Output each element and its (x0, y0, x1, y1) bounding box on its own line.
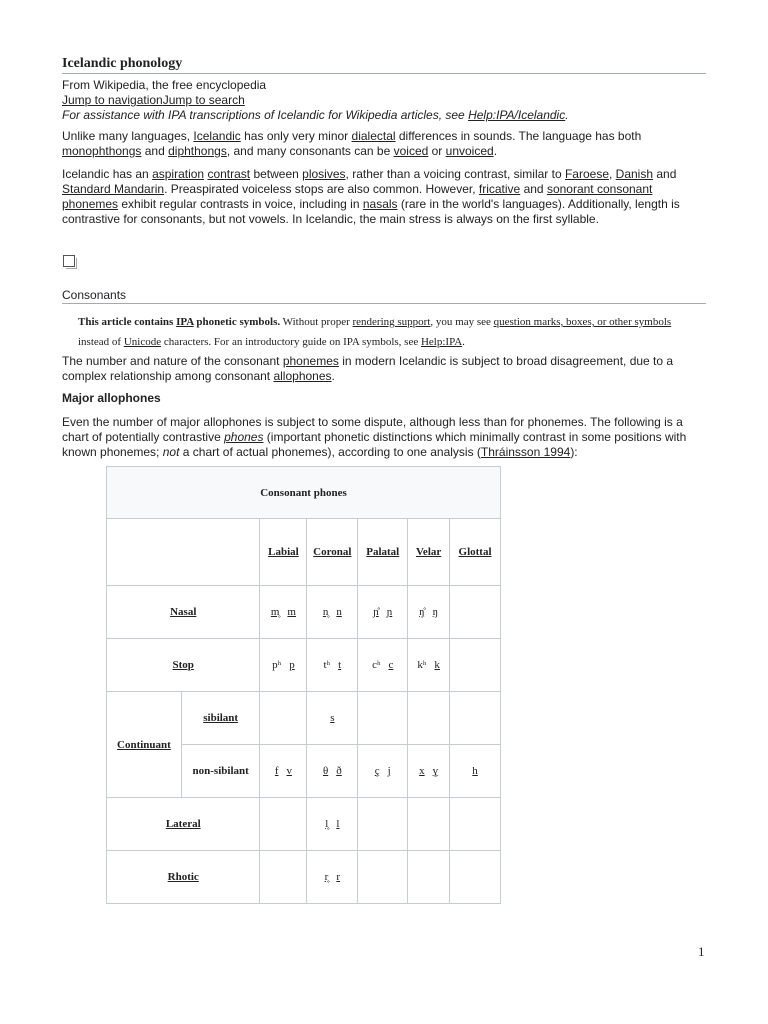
contrast-link[interactable]: contrast (207, 167, 251, 181)
phone[interactable]: l̥ (325, 818, 329, 830)
phone[interactable]: cʰ (372, 659, 381, 671)
text: Without proper (280, 316, 353, 328)
row-continuant-link[interactable]: Continuant (117, 738, 171, 751)
unvoiced-link[interactable]: unvoiced (445, 144, 494, 158)
empty-cell (450, 798, 501, 851)
text: between (250, 167, 303, 181)
phone[interactable]: ɣ (432, 765, 439, 777)
thrainsson-1994-link[interactable]: Thráinsson 1994 (480, 445, 571, 459)
rendering-support-link[interactable]: rendering support (352, 316, 431, 328)
phone[interactable]: m̥ (270, 606, 280, 618)
empty-cell (358, 798, 408, 851)
text: or (428, 144, 446, 158)
hatnote-end: . (565, 108, 569, 122)
phone[interactable]: ɲ̊ (373, 606, 379, 618)
danish-link[interactable]: Danish (615, 167, 654, 181)
ipa-notice (78, 312, 698, 352)
toc-toggle-checkbox[interactable] (63, 255, 75, 267)
phone[interactable]: ŋ̊ (419, 606, 425, 618)
text: Even the number of major allophones is subject to some dispute, although less than for phonemes. The following is a chart of potentially contrastive (62, 415, 683, 444)
phone[interactable]: t (338, 659, 342, 671)
phone[interactable]: n (336, 606, 342, 618)
phone[interactable]: ŋ (432, 606, 439, 618)
col-velar-link[interactable]: Velar (416, 546, 442, 558)
text: , (609, 167, 616, 181)
phone[interactable]: h (472, 765, 478, 777)
phone[interactable]: j (387, 765, 391, 777)
voiced-link[interactable]: voiced (393, 144, 429, 158)
hatnote (62, 108, 569, 122)
phone[interactable]: kʰ (417, 659, 427, 671)
nasals-link[interactable]: nasals (362, 197, 398, 211)
page-title: Icelandic phonology (62, 56, 706, 74)
col-palatal-link[interactable]: Palatal (366, 546, 400, 558)
text: This article contains (78, 316, 177, 328)
text: . (462, 336, 465, 348)
empty-cell (450, 692, 501, 745)
page-number: 1 (698, 944, 705, 959)
col-glottal-link[interactable]: Glottal (458, 546, 492, 558)
empty-cell (260, 851, 307, 904)
text: ): (570, 445, 578, 459)
phone[interactable]: m (287, 606, 296, 618)
monophthongs-link[interactable]: monophthongs (62, 144, 142, 158)
empty-cell (408, 798, 450, 851)
unicode-link[interactable]: Unicode (123, 336, 162, 348)
phone[interactable]: v (286, 765, 293, 777)
text: , rather than a voicing contrast, similar to (345, 167, 565, 181)
row-stop-link[interactable]: Stop (172, 659, 194, 671)
empty-cell (358, 851, 408, 904)
tagline: From Wikipedia, the free encyclopedia (62, 78, 267, 92)
text: exhibit regular contrasts in voice, including in (118, 197, 363, 211)
text: has only very minor (240, 129, 352, 143)
dialectal-link[interactable]: dialectal (351, 129, 396, 143)
phone[interactable]: s (330, 712, 335, 724)
phone[interactable]: x (419, 765, 425, 777)
phone[interactable]: p (289, 659, 295, 671)
row-rhotic-link[interactable]: Rhotic (167, 871, 199, 883)
icelandic-link[interactable]: Icelandic (193, 129, 241, 143)
table-row (107, 692, 501, 745)
diphthongs-link[interactable]: diphthongs (168, 144, 227, 158)
text: and (520, 182, 547, 196)
phone[interactable]: ç (374, 765, 380, 777)
phone[interactable]: k (434, 659, 440, 671)
empty-cell (408, 851, 450, 904)
empty-cell (260, 798, 307, 851)
table-row (107, 639, 501, 692)
phone[interactable]: r (336, 871, 340, 883)
section-heading-consonants: Consonants (62, 288, 706, 304)
jump-links (62, 93, 245, 107)
table-row (107, 586, 501, 639)
faroese-link[interactable]: Faroese (564, 167, 609, 181)
row-lateral-link[interactable]: Lateral (165, 818, 201, 830)
table-row (107, 851, 501, 904)
row-nonsibilant-label: non-sibilant (181, 745, 260, 798)
phonemes-link[interactable]: phonemes (282, 354, 339, 368)
phones-link[interactable]: phones (224, 430, 264, 444)
jump-to-navigation-link[interactable]: Jump to navigation (62, 93, 163, 107)
allophones-paragraph (62, 415, 706, 460)
phone[interactable]: tʰ (323, 659, 331, 671)
phone[interactable]: pʰ (272, 659, 282, 671)
phone[interactable]: r̥ (324, 871, 329, 883)
text: phonetic symbols. (193, 316, 281, 328)
intro-paragraph-2 (62, 167, 706, 227)
hatnote-text: For assistance with IPA transcriptions of Icelandic for Wikipedia articles, see (62, 108, 469, 122)
empty-cell (450, 851, 501, 904)
empty-cell (450, 586, 501, 639)
text: . (493, 144, 498, 158)
ipa-link[interactable]: IPA (176, 316, 194, 328)
phone[interactable]: l (336, 818, 340, 830)
table-row (107, 798, 501, 851)
table-corner (107, 519, 260, 586)
row-sibilant-link[interactable]: sibilant (203, 712, 239, 724)
text: and (141, 144, 169, 158)
text: differences in sounds. The language has both (395, 129, 642, 143)
intro-paragraph-1 (62, 129, 706, 159)
jump-to-search-link[interactable]: Jump to search (162, 93, 245, 107)
text: . (331, 369, 335, 383)
text: , you may see (430, 316, 494, 328)
phone[interactable]: f (274, 765, 279, 777)
consonant-phones-table (106, 466, 501, 904)
text: Unlike many languages, (62, 129, 194, 143)
phone[interactable]: ɲ (386, 606, 393, 618)
table-caption: Consonant phones (107, 467, 501, 519)
text: (important phonetic distinctions which minimally contrast in some positions with known phonemes; (62, 430, 687, 459)
phone[interactable]: c (388, 659, 394, 671)
sonorant-consonant-link[interactable]: sonorant consonant (546, 182, 653, 196)
plosives-link[interactable]: plosives (302, 167, 346, 181)
question-marks-link[interactable]: question marks, boxes, or other symbols (493, 316, 672, 328)
standard-mandarin-link[interactable]: Standard Mandarin (62, 182, 165, 196)
phone[interactable]: n̥ (322, 606, 329, 618)
fricative-link[interactable]: fricative (478, 182, 521, 196)
text: , and many consonants can be (226, 144, 394, 158)
allophones-link[interactable]: allophones (273, 369, 332, 383)
empty-cell (260, 692, 307, 745)
help-ipa-link[interactable]: Help:IPA (420, 336, 463, 348)
row-nasal-link[interactable]: Nasal (170, 606, 197, 618)
text: and (653, 167, 677, 181)
empty-cell (450, 639, 501, 692)
emphasis: not (162, 445, 180, 459)
text: The number and nature of the consonant (62, 354, 283, 368)
col-coronal-link[interactable]: Coronal (313, 546, 352, 558)
empty-cell (408, 692, 450, 745)
aspiration-link[interactable]: aspiration (152, 167, 205, 181)
text: . Preaspirated voiceless stops are also common. However, (164, 182, 479, 196)
phonemes-link[interactable]: phonemes (62, 197, 119, 211)
text: Icelandic has an (62, 167, 153, 181)
text: instead of (78, 336, 124, 348)
col-labial-link[interactable]: Labial (268, 546, 299, 558)
empty-cell (358, 692, 408, 745)
text: (rare in the world's languages). Additionally, length is contrastive for consonants, but not vowels. In Icelandic, the main stress is always on the first syllable. (62, 197, 680, 226)
subheading-major-allophones: Major allophones (62, 391, 161, 405)
text: in modern Icelandic is subject to broad disagreement, due to a complex relationship among consonant (62, 354, 674, 383)
help-ipa-icelandic-link[interactable]: Help:IPA/Icelandic (468, 108, 566, 122)
phone[interactable]: θ (322, 765, 329, 777)
consonants-paragraph (62, 354, 706, 384)
text: a chart of actual phonemes), according to one analysis ( (179, 445, 481, 459)
phone[interactable]: ð (336, 765, 342, 777)
text: characters. For an introductory guide on IPA symbols, see (161, 336, 421, 348)
